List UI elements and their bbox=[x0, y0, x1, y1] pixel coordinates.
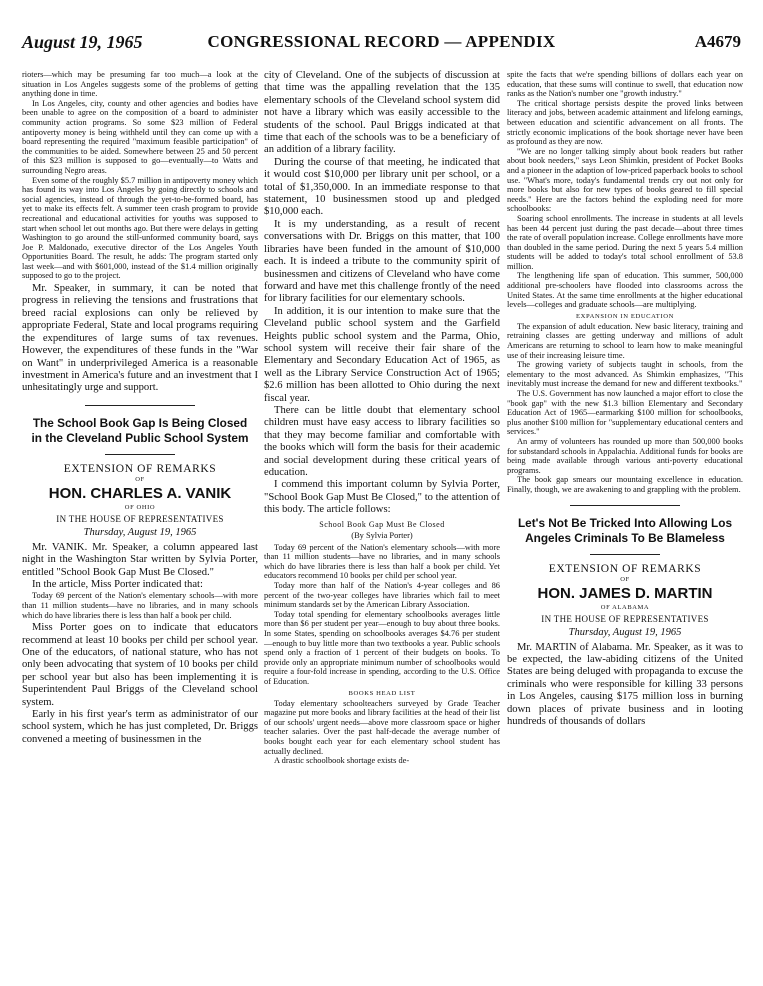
member-state: OF OHIO bbox=[124, 503, 156, 511]
paragraph: An army of volunteers has rounded up more than 500,000 books for substandard schools in Appalachia. Additional funds for books are being made available through various anti-poverty educational programs. bbox=[507, 436, 743, 475]
extension-heading: EXTENSION OF REMARKS bbox=[63, 462, 217, 475]
paragraph: The book gap smears our mountaing excellence in education. Finally, though, we are awakening to and grappling with the problem. bbox=[507, 475, 743, 494]
dateline: Thursday, August 19, 1965 bbox=[83, 526, 197, 538]
member-name: HON. JAMES D. MARTIN bbox=[537, 584, 713, 602]
article-title: The School Book Gap Is Being Closed in the Cleveland Public School System bbox=[31, 415, 249, 445]
member-name: HON. CHARLES A. VANIK bbox=[48, 484, 232, 502]
paragraph: In addition, it is our intention to make sure that the Cleveland public school system and the Garfield Heights public school system and the Parma, Ohio, school system will receive their fair share of the Elementary and Secondary Education Act of 1965, as well as the Library Service Construction Act of 1965; $2.6 million has been allotted to Ohio during the next fiscal year. bbox=[264, 305, 500, 404]
column-1 bbox=[22, 70, 258, 975]
header-date: August 19, 1965 bbox=[22, 32, 143, 52]
divider bbox=[105, 454, 175, 455]
paragraph: Today total spending for elementary schoolbooks averages little more than $6 per student per year—enough to buy about three books. In some States, spending on schoolbooks averages $4.76 per student—enough to buy little more than two textbooks a year. Public schools spend only a fraction of 1 percent of their budgets on books. To provide only an appropriate minimum number of schoolbooks would require a four-fold increase in spending, according to the U.S. Office of Education. bbox=[264, 609, 500, 686]
paragraph: Mr. VANIK. Mr. Speaker, a column appeared last night in the Washington Star written by Sylvia Porter, entitled "School Book Gap Must Be Closed." bbox=[22, 541, 258, 578]
paragraph: Today elementary schoolteachers surveyed by Grade Teacher magazine put more books and library facilities at the head of their list of our schools' urgent needs—above more classroom space or higher teacher salaries. Over the past half-decade the average number of books bought each year for each elementary school student has actually declined. bbox=[264, 698, 500, 756]
section-heading: EXPANSION IN EDUCATION bbox=[576, 312, 674, 320]
paragraph: The lengthening life span of education. This summer, 500,000 additional pre-schoolers have flooded into classrooms across the United States. At the same time enrollments at the higher educational levels—colleges and graduate schools—are multiplying. bbox=[507, 271, 743, 310]
paragraph: city of Cleveland. One of the subjects of discussion at that time was the appalling revelation that the 135 elementary schools of the Cleveland school system did not have a library which was easily accessible to the students of the school. Paul Briggs indicated at that time that each of the schools was to be a beneficiary of an addition of a library facility. bbox=[264, 70, 500, 156]
byline: (By Sylvia Porter) bbox=[351, 530, 413, 540]
paragraph: Today 69 percent of the Nation's elementary schools—with more than 11 million students—have no libraries, and in many schools which do have libraries there is less than half a book per child. Yet educators recommend 10 books per child per school year. bbox=[264, 542, 500, 581]
paragraph: Early in his first year's term as administrator of our school system, which he has just completed, Dr. Briggs convened a meeting of businessmen in the bbox=[22, 708, 258, 745]
paragraph: In Los Angeles, city, county and other agencies and bodies have been unable to agree on the composition of a board to administer community action programs. So some $23 million of Federal antipoverty money is being withheld until they can come up with a board representing the required "maximum feasible participation" of the communities to be aided. Somewhere between 25 and 50 percent of this $23 million is supposed to go—eventually—to Watts and surrounding Negro areas. bbox=[22, 98, 258, 175]
of-label: OF bbox=[620, 575, 630, 583]
paragraph: The critical shortage persists despite the proved links between literacy and jobs, between academic attainment and lifelong earnings, between education and scientific advancement on all fronts. The strictly economic implications of the book shortage never have been as profound as they are now. bbox=[507, 98, 743, 147]
house-label: IN THE HOUSE OF REPRESENTATIVES bbox=[541, 613, 709, 624]
paragraph: Mr. Speaker, in summary, it can be noted that progress in relieving the tensions and frustrations that breed racial explosions can only be relieved by appropriate Federal, State and local programs requiring the expenditures of large sums of tax revenues. However, the expenditures of these funds in the "War on Want" in underprivileged America is a reasonable investment in America's future and an investment that I unhesitatingly urge and support. bbox=[22, 283, 258, 394]
header-title: CONGRESSIONAL RECORD — APPENDIX bbox=[207, 32, 556, 51]
column-2 bbox=[264, 70, 500, 975]
paragraph: Mr. MARTIN of Alabama. Mr. Speaker, as it was to be expected, the law-abiding citizens of the United States are being deluged with propaganda to excuse the criminals who were responsible for killing 33 persons in Los Angeles, causing $175 million loss in burning down places of private business and in looting hundreds of thousands of dollars bbox=[507, 641, 743, 727]
paragraph: The growing variety of subjects taught in schools, from the elementary to the most advanced. As Shimkin emphasizes, "This inevitably must increase the demand for new and different textbooks." bbox=[507, 360, 743, 389]
paragraph: There can be little doubt that elementary school children must have easy access to library facilities so that they may become familiar and comfortable with the books which will form the basis for their academic and social development during these critical years of education. bbox=[264, 404, 500, 478]
paragraph: It is my understanding, as a result of recent conversations with Dr. Briggs on this matter, that 100 libraries have been funded in the amount of $10,000 each. It is indeed a tribute to the community spirit of businessmen and citizens of Cleveland who have come forward and have met this challenge frontly of the need for library facilities for our elementary schools. bbox=[264, 218, 500, 305]
divider bbox=[570, 505, 680, 506]
paragraph: The U.S. Government has now launched a major effort to close the "book gap" with the new $1.3 billion Elementary and Secondary Education Act of 1965—earmarking $100 million for schoolbooks, plus another $100 million for "supplementary educational centers and services." bbox=[507, 389, 743, 437]
paragraph: I commend this important column by Sylvia Porter, "School Book Gap Must Be Closed," to the attention of this body. The article follows: bbox=[264, 479, 500, 516]
paragraph: Today more than half of the Nation's 4-year colleges and 86 percent of the two-year colleges have libraries which fail to meet minimum standards set by the American Library Association. bbox=[264, 581, 500, 610]
house-label: IN THE HOUSE OF REPRESENTATIVES bbox=[56, 513, 224, 524]
paragraph: During the course of that meeting, he indicated that it would cost $10,000 per library unit per school, or a total of $1,350,000. In an immediate response to that statement, 10 businessmen stood up and pledged $10,000 each. bbox=[264, 156, 500, 218]
paragraph: Miss Porter goes on to indicate that educators recommend at least 10 books per child per school year. One of the educators, of national stature, who has not only been advocating that system of 10 books per child per school year but also has been implementing it is Superintendent Paul Briggs of the Cleveland school system. bbox=[22, 622, 258, 708]
paragraph: Soaring school enrollments. The increase in students at all levels has been 44 percent just during the past decade—about three times the rate of overall population increase. College enrollments have more than doubled in the same period. During the next 5 years 5.4 million students will be added to today's total school enrollment of 53.8 million. bbox=[507, 213, 743, 271]
page-header bbox=[22, 26, 741, 54]
section-heading: BOOKS HEAD LIST bbox=[348, 689, 416, 697]
quote: Today 69 percent of the Nation's elementary schools—with more than 11 million students—have no libraries, and in many schools which do have libraries there is less than half a book per child. bbox=[22, 591, 258, 620]
paragraph: spite the facts that we're spending billions of dollars each year on education, that these sums will continue to swell, that education now ranks as the Nation's number one "growth industry." bbox=[507, 70, 743, 99]
paragraph: The expansion of adult education. New basic literacy, training and retraining classes are getting underway and millions of adult Americans are returning to school to learn how to make meaningful use of their increasing leisure time. bbox=[507, 321, 743, 360]
article-title: Let's Not Be Tricked Into Allowing Los Angeles Criminals To Be Blameless bbox=[517, 515, 733, 545]
dateline: Thursday, August 19, 1965 bbox=[568, 626, 682, 638]
paragraph: "We are no longer talking simply about book readers but rather about book needers," says Leon Shimkin, president of Pocket Books and a pioneer in the adaption of low-priced paperback books to school use. "What's more, today's fundamental trends cry out not only for more books but also for new types of books geared to fill special needs." Here are the factors behind the exploding need for more schoolbooks: bbox=[507, 146, 743, 214]
extension-heading: EXTENSION OF REMARKS bbox=[548, 562, 702, 575]
article-subtitle: School Book Gap Must Be Closed bbox=[319, 519, 445, 529]
paragraph: In the article, Miss Porter indicated that: bbox=[32, 578, 203, 590]
paragraph: Even some of the roughly $5.7 million in antipoverty money which has found its way into Los Angeles by going directly to schools and social agencies, instead of through the yet-to-be-formed board, has yet to make its effects felt. A summer teen crash program to provide recreational and educational activities for youths was supposed to start when school let out months ago. But there were delays in getting Washington to go around the still-unformed community board, says Joe P. Maldonado, executive director of the Los Angeles Youth Opportunities Board. The result, he adds: The program started only last week—and with $601,000, instead of the $1.4 million originally supposed to go to the project. bbox=[22, 175, 258, 281]
paragraph: rioters—which may be presuming far too much—a look at the situation in Los Angeles suggests some of the problems of getting anything done in time. bbox=[22, 70, 258, 99]
of-label: OF bbox=[135, 475, 145, 483]
divider bbox=[85, 405, 195, 406]
column-3 bbox=[507, 70, 743, 975]
member-state: OF ALABAMA bbox=[600, 603, 650, 611]
paragraph: A drastic schoolbook shortage exists de- bbox=[274, 756, 410, 766]
divider bbox=[590, 554, 660, 555]
header-page-number: A4679 bbox=[694, 32, 741, 51]
